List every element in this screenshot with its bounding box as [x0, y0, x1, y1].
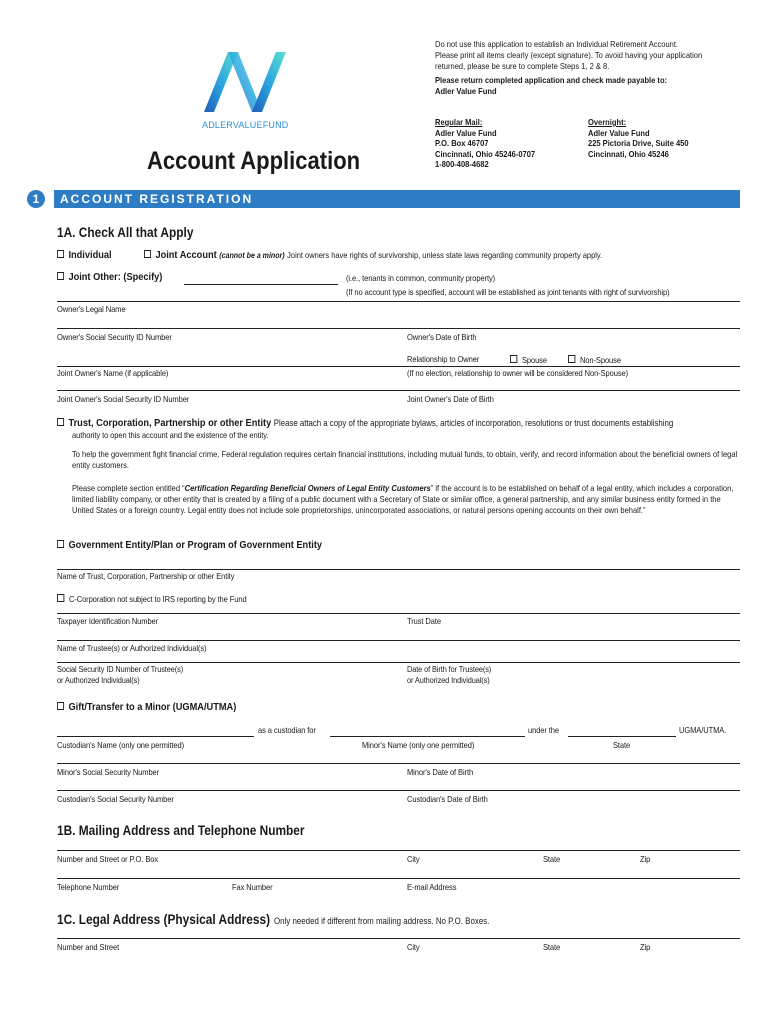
ugma-text: UGMA/UTMA.	[679, 726, 727, 735]
page-title: Account Application	[147, 147, 361, 175]
mailing-street-line[interactable]	[57, 850, 740, 851]
section-title: ACCOUNT REGISTRATION	[60, 192, 254, 206]
trust-name-line[interactable]	[57, 569, 740, 570]
spouse-option[interactable]	[510, 355, 547, 365]
email-label: E-mail Address	[407, 883, 457, 892]
custodian-dob-label: Custodian's Date of Birth	[407, 795, 488, 804]
non-spouse-checkbox[interactable]	[568, 355, 575, 363]
trust-note: Please attach a copy of the appropriate bylaws, articles of incorporation, resolutions or trust documents establishing	[273, 418, 674, 428]
joint-owner-ssn-line[interactable]	[57, 390, 740, 391]
address-line: P.O. Box 46707	[435, 138, 489, 149]
trust-name-label: Name of Trust, Corporation, Partnership or other Entity	[57, 572, 235, 581]
heading-1c-row	[57, 911, 489, 929]
joint-other-label: Joint Other: (Specify)	[68, 271, 163, 283]
legal-city-label: City	[407, 943, 420, 952]
joint-other-option[interactable]	[57, 271, 162, 283]
custodian-name-label: Custodian's Name (only one permitted)	[57, 741, 184, 750]
address-line: Adler Value Fund	[435, 127, 497, 138]
mailing-street-label: Number and Street or P.O. Box	[57, 855, 159, 864]
as-custodian-text: as a custodian for	[258, 726, 316, 735]
custodian-name-line[interactable]	[57, 736, 254, 737]
trustee-ssn-line[interactable]	[57, 662, 740, 663]
government-label: Government Entity/Plan or Program of Government Entity	[68, 539, 323, 551]
minor-name-label: Minor's Name (only one permitted)	[362, 741, 475, 750]
heading-1b: 1B. Mailing Address and Telephone Number	[57, 823, 305, 838]
financial-crime-paragraph	[72, 449, 742, 471]
owner-ssn-label: Owner's Social Security ID Number	[57, 333, 172, 342]
trustee-name-label: Name of Trustee(s) or Authorized Individual(s)	[57, 644, 207, 653]
notice-block	[435, 39, 702, 97]
trustee-ssn-line2: or Authorized Individual(s)	[57, 675, 140, 685]
adler-logo-icon	[198, 48, 298, 120]
trustee-name-line[interactable]	[57, 640, 740, 641]
return-instruction: Please return completed application and check made payable to:	[435, 75, 668, 86]
address-line: Cincinnati, Ohio 45246	[588, 148, 669, 159]
section-number-badge	[27, 190, 45, 208]
regular-mail-heading: Regular Mail:	[435, 117, 483, 127]
joint-account-checkbox[interactable]	[144, 250, 151, 258]
address-line: 225 Pictoria Drive, Suite 450	[588, 138, 689, 149]
return-payee: Adler Value Fund	[435, 86, 497, 97]
address-line: Adler Value Fund	[588, 127, 650, 138]
trustee-ssn-line1: Social Security ID Number of Trustee(s)	[57, 665, 184, 674]
mailing-state-label: State	[543, 855, 561, 864]
joint-other-note2: (If no account type is specified, account will be established as joint tenants with right of survivorship)	[346, 288, 670, 297]
non-spouse-option[interactable]	[568, 355, 621, 365]
gift-option[interactable]	[57, 701, 236, 713]
notice-line: Do not use this application to establish an Individual Retirement Account.	[435, 39, 679, 49]
minor-name-line[interactable]	[330, 736, 525, 737]
legal-state-label: State	[543, 943, 561, 952]
owner-legal-name-label: Owner's Legal Name	[57, 305, 126, 314]
financial-crime-text: To help the government fight financial crime, Federal regulation requires certain financial institutions, including mutual funds, to obtain, verify, and record information about the beneficial owners of legal entity customers.	[72, 450, 738, 471]
joint-account-label: Joint Account	[155, 249, 217, 261]
trust-checkbox[interactable]	[57, 418, 64, 426]
section-bar	[54, 190, 740, 208]
heading-1c: 1C. Legal Address (Physical Address)	[57, 912, 271, 927]
trustee-dob-line2: or Authorized Individual(s)	[407, 675, 490, 685]
minor-ssn-label: Minor's Social Security Number	[57, 768, 160, 777]
logo-wordmark: ADLERVALUEFUND	[202, 120, 289, 130]
owner-legal-name-line[interactable]	[57, 301, 740, 302]
joint-owner-name-line[interactable]	[57, 366, 740, 367]
state-label: State	[613, 741, 631, 750]
fund-logo	[198, 48, 298, 132]
minor-ssn-line[interactable]	[57, 763, 740, 764]
legal-street-label: Number and Street	[57, 943, 120, 952]
government-checkbox[interactable]	[57, 540, 64, 548]
trustee-dob-line1: Date of Birth for Trustee(s)	[407, 665, 492, 674]
cert-post: ” if the account is to be established on behalf of a legal entity, which includes a corporation, limited liability company, or other entity that is created by a filing of a public document with a Secretary of State or similar office, a general partnership, and any similar business entity formed in the United States or a foreign country. Legal entity does not include sole proprietorships, unincorporated associations, or natural persons opening accounts on their own behalf.”	[72, 484, 734, 516]
notice-line: returned, please be sure to complete Steps 1, 2 & 8.	[435, 60, 610, 71]
minor-dob-label: Minor's Date of Birth	[407, 768, 474, 777]
relationship-label: Relationship to Owner	[407, 355, 480, 364]
joint-other-note1: (i.e., tenants in common, community property)	[346, 274, 496, 283]
section-number: 1	[32, 192, 40, 206]
individual-checkbox[interactable]	[57, 250, 64, 258]
joint-survivorship-note: Joint owners have rights of survivorship, unless state laws regarding community property apply.	[287, 250, 603, 260]
joint-owner-dob-label: Joint Owner's Date of Birth	[407, 395, 494, 404]
individual-option[interactable]	[57, 249, 112, 261]
joint-other-line[interactable]	[184, 284, 338, 285]
custodian-ssn-line[interactable]	[57, 790, 740, 791]
trustee-ssn-label	[57, 665, 183, 686]
trust-date-label: Trust Date	[407, 617, 441, 626]
heading-1a: 1A. Check All that Apply	[57, 225, 194, 240]
certification-paragraph	[72, 483, 742, 517]
individual-label: Individual	[68, 249, 112, 261]
phone-line[interactable]	[57, 878, 740, 879]
joint-minor-note: (cannot be a minor)	[219, 251, 285, 260]
trust-option[interactable]	[57, 417, 726, 429]
legal-zip-label: Zip	[640, 943, 651, 952]
c-corp-label: C-Corporation not subject to IRS reporting by the Fund	[68, 595, 247, 604]
trust-note-2: authority to open this account and the existence of the entity.	[72, 431, 269, 440]
tin-line[interactable]	[57, 613, 740, 614]
cert-title: Certification Regarding Beneficial Owners of Legal Entity Customers	[184, 484, 431, 493]
relationship-note: (If no election, relationship to owner will be considered Non-Spouse)	[407, 369, 629, 378]
state-line[interactable]	[568, 736, 676, 737]
mailing-city-label: City	[407, 855, 420, 864]
overnight-address	[588, 117, 689, 159]
legal-address-note: Only needed if different from mailing address. No P.O. Boxes.	[273, 916, 490, 926]
regular-mail-address	[435, 117, 535, 170]
joint-owner-name-label: Joint Owner's Name (if applicable)	[57, 369, 169, 378]
address-line: Cincinnati, Ohio 45246-0707	[435, 148, 536, 159]
address-line: 1-800-408-4682	[435, 159, 489, 170]
owner-ssn-line[interactable]	[57, 328, 740, 329]
gift-label: Gift/Transfer to a Minor (UGMA/UTMA)	[68, 701, 237, 713]
c-corp-checkbox[interactable]	[57, 594, 64, 602]
notice-line: Please print all items clearly (except signature). To avoid having your application	[435, 49, 703, 60]
trustee-dob-label	[407, 665, 491, 686]
tin-label: Taxpayer Identification Number	[57, 617, 159, 626]
phone-label: Telephone Number	[57, 883, 120, 892]
overnight-heading: Overnight:	[588, 117, 627, 127]
fax-label: Fax Number	[232, 883, 273, 892]
owner-dob-label: Owner's Date of Birth	[407, 333, 477, 342]
c-corp-option[interactable]	[57, 594, 247, 604]
custodian-ssn-label: Custodian's Social Security Number	[57, 795, 174, 804]
legal-street-line[interactable]	[57, 938, 740, 939]
joint-other-checkbox[interactable]	[57, 272, 64, 280]
spouse-checkbox[interactable]	[510, 355, 517, 363]
gift-checkbox[interactable]	[57, 702, 64, 710]
non-spouse-label: Non-Spouse	[579, 356, 621, 365]
government-option[interactable]	[57, 539, 322, 551]
mailing-zip-label: Zip	[640, 855, 651, 864]
cert-pre: Please complete section entitled “	[72, 484, 185, 493]
trust-label: Trust, Corporation, Partnership or other Entity	[68, 417, 272, 429]
under-the-text: under the	[528, 726, 560, 735]
joint-account-option[interactable]	[144, 249, 602, 261]
joint-owner-ssn-label: Joint Owner's Social Security ID Number	[57, 395, 190, 404]
spouse-label: Spouse	[521, 356, 547, 365]
